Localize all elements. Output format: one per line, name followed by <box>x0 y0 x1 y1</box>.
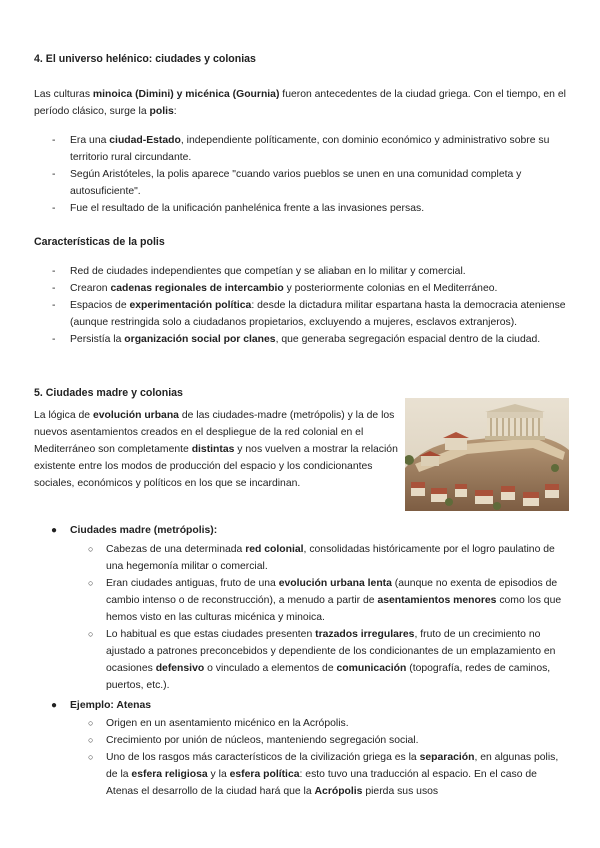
list-item: - Espacios de experimentación política: desde la dictadura militar espartana hasta la democracia ateniense (aunque restringida solo a ciudadanos propietarios, excluyendo a mujeres, esclavos extranjeros). <box>34 297 568 331</box>
intro-paragraph: Las culturas minoica (Dimini) y micénica (Gournia) fueron antecedentes de la ciudad griega. Con el tiempo, en el período clásico, surge la polis: <box>34 89 566 117</box>
intro-paragraph: La lógica de evolución urbana de las ciudades-madre (metrópolis) y la de los nuevos asentamientos creados en el despliegue de la red colonial en el Mediterráneo son completamente distintas y nos vuelven a mostrar la relación existente entre los modos de producción del espacio y los condicionantes sociales, económicos y políticos en los que se incardinan. <box>34 410 398 489</box>
list-item: - Fue el resultado de la unificación panhelénica frente a las invasiones persas. <box>34 200 568 217</box>
section-4-heading: 4. El universo helénico: ciudades y colonias <box>34 53 256 65</box>
list-item: ○ Lo habitual es que estas ciudades presenten trazados irregulares, fruto de un crecimiento no ajustado a patrones preconcebidos y dependiente de los condicionantes de un emplazamiento en ocasiones defensivo o vinculado a elementos de comunicación (topografía, redes de caminos, puertos, etc.). <box>34 626 568 694</box>
characteristics-list <box>34 263 568 348</box>
list-item: - Según Aristóteles, la polis aparece "cuando varios pueblos se unen en una comunidad completa y autosuficiente". <box>34 166 568 200</box>
bullet-circle-icon: ○ <box>88 718 94 728</box>
bullet-disc-icon: ● <box>51 525 58 536</box>
list-item: - Crearon cadenas regionales de intercambio y posteriormente colonias en el Mediterráneo. <box>34 280 568 297</box>
section-4-intro <box>34 86 568 120</box>
list-item: ○ Eran ciudades antiguas, fruto de una evolución urbana lenta (aunque no exenta de episodios de cambio intenso o de reconstrucción), a menudo a partir de asentamientos menores como los que hemos visto en las culturas micénica y minoica. <box>34 575 568 626</box>
bullet-circle-icon: ○ <box>88 752 94 762</box>
metropolis-heading: ● Ciudades madre (metrópolis): <box>34 522 568 539</box>
list-item: ○ Cabezas de una determinada red colonial, consolidadas históricamente por el logro paulatino de una hegemonía militar o comercial. <box>34 541 568 575</box>
bullet-disc-icon: ● <box>51 700 58 711</box>
bullet-circle-icon: ○ <box>88 578 94 588</box>
list-item: - Persistía la organización social por clanes, que generaba segregación espacial dentro de la ciudad. <box>34 331 568 348</box>
list-item: ○ Crecimiento por unión de núcleos, manteniendo segregación social. <box>34 732 568 749</box>
metropolis-list <box>34 541 568 694</box>
bullet-circle-icon: ○ <box>88 544 94 554</box>
example-list <box>34 715 568 800</box>
bullet-circle-icon: ○ <box>88 735 94 745</box>
list-item: - Red de ciudades independientes que competían y se aliaban en lo militar y comercial. <box>34 263 568 280</box>
list-item: - Era una ciudad-Estado, independiente políticamente, con dominio económico y administrativo sobre su territorio rural circundante. <box>34 132 568 166</box>
polis-definition-list <box>34 132 568 217</box>
characteristics-heading: Características de la polis <box>34 236 165 248</box>
list-item: ○ Uno de los rasgos más característicos de la civilización griega es la separación, en algunas polis, de la esfera religiosa y la esfera política: esto tuvo una traducción al espacio. En el caso de Atenas el desarrollo de la ciudad hará que la Acrópolis pierda sus usos <box>34 749 568 800</box>
example-heading: ● Ejemplo: Atenas <box>34 697 568 714</box>
acropolis-image <box>405 398 569 511</box>
section-5-intro <box>34 407 400 492</box>
list-item: ○ Origen en un asentamiento micénico en la Acrópolis. <box>34 715 568 732</box>
bullet-circle-icon: ○ <box>88 629 94 639</box>
section-5-heading: 5. Ciudades madre y colonias <box>34 387 183 399</box>
